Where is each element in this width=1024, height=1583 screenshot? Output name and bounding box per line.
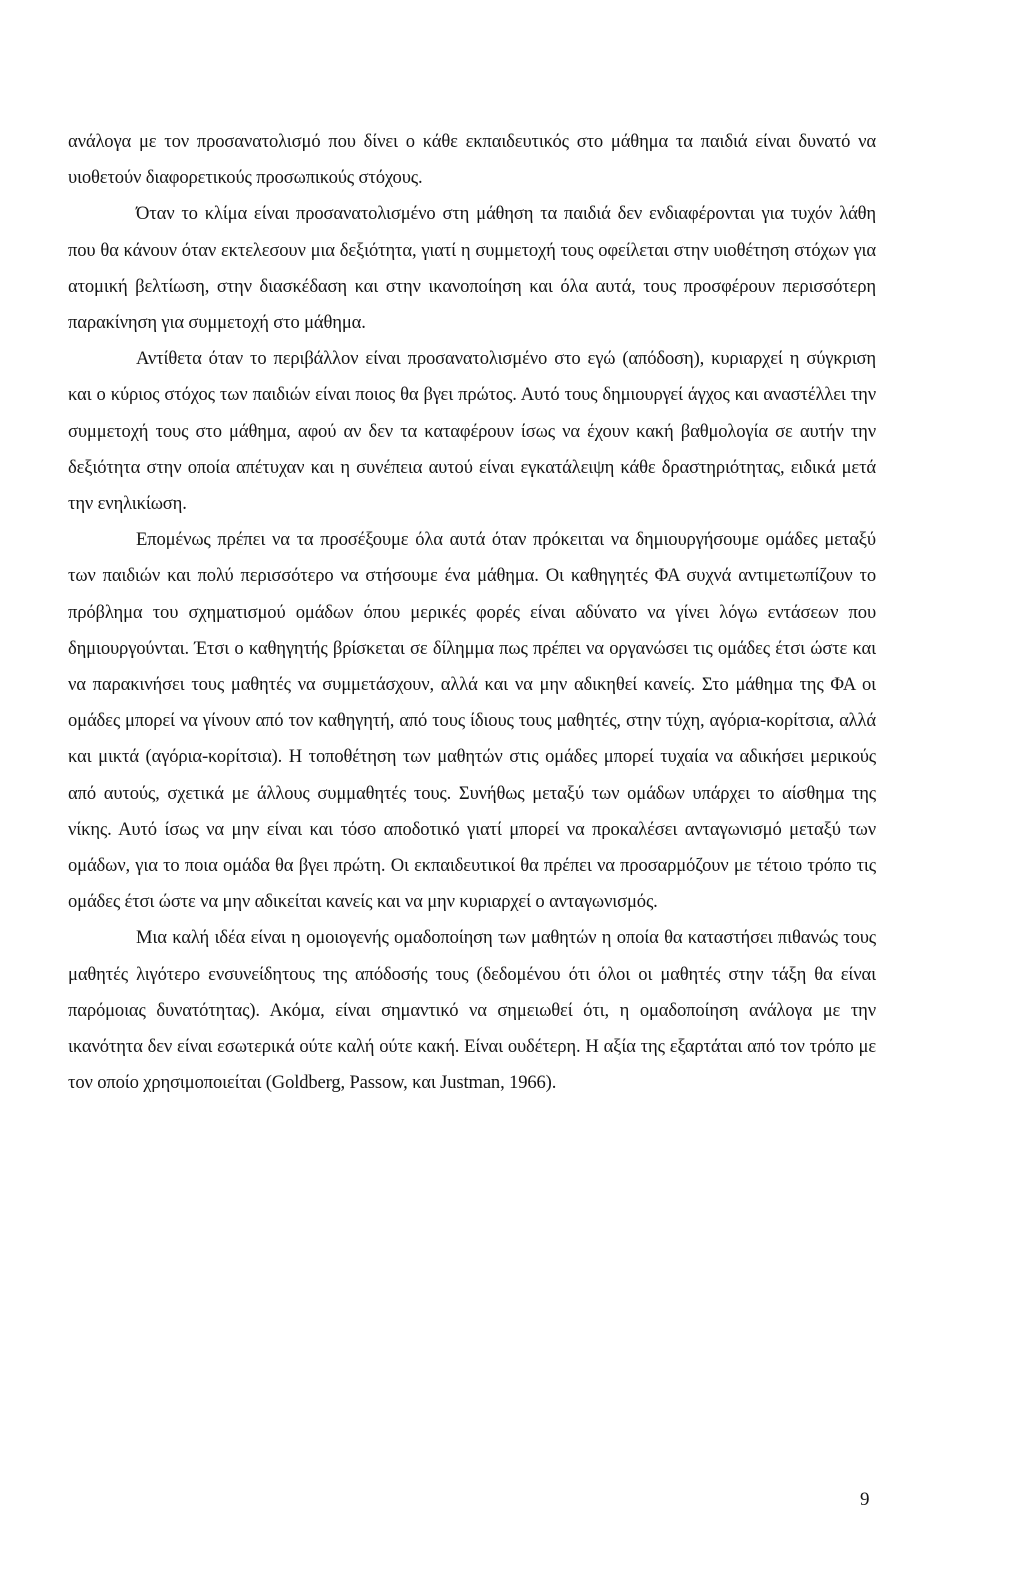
- page-body: [68, 124, 876, 1101]
- body-paragraph: Αντίθετα όταν το περιβάλλον είναι προσανατολισμένο στο εγώ (απόδοση), κυριαρχεί η σύγκριση και ο κύριος στόχος των παιδιών είναι ποιος θα βγει πρώτος. Αυτό τους δημιουργεί άγχος και αναστέλλει την συμμετοχή τους στο μάθημα, αφού αν δεν τα καταφέρουν ίσως να έχουν κακή βαθμολογία σε αυτήν την δεξιότητα στην οποία απέτυχαν και η συνέπεια αυτού είναι εγκατάλειψη κάθε δραστηριότητας, ειδικά μετά την ενηλικίωση.: [68, 348, 876, 515]
- body-paragraph: Μια καλή ιδέα είναι η ομοιογενής ομαδοποίηση των μαθητών η οποία θα καταστήσει πιθανώς τους μαθητές λιγότερο ενσυνείδητους της απόδοσής τους (δεδομένου ότι όλοι οι μαθητές στην τάξη θα είναι παρόμοιας δυνατότητας). Ακόμα, είναι σημαντικό να σημειωθεί ότι, η ομαδοποίηση ανάλογα με την ικανότητα δεν είναι εσωτερικά ούτε καλή ούτε κακή. Είναι ουδέτερη. Η αξία της εξαρτάται από τον τρόπο με τον οποίο χρησιμοποιείται (Goldberg, Passow, και Justman, 1966).: [68, 927, 876, 1094]
- page-number: 9: [860, 1489, 870, 1510]
- body-paragraph: Όταν το κλίμα είναι προσανατολισμένο στη μάθηση τα παιδιά δεν ενδιαφέρονται για τυχόν λάθη που θα κάνουν όταν εκτελεσουν μια δεξιότητα, γιατί η συμμετοχή τους οφείλεται στην υιοθέτηση στόχων για ατομική βελτίωση, στην διασκέδαση και στην ικανοποίηση και όλα αυτά, τους προσφέρουν περισσότερη παρακίνηση για συμμετοχή στο μάθημα.: [68, 203, 876, 334]
- body-paragraph: ανάλογα με τον προσανατολισμό που δίνει ο κάθε εκπαιδευτικός στο μάθημα τα παιδιά είναι δυνατό να υιοθετούν διαφορετικούς προσωπικούς στόχους.: [68, 131, 876, 189]
- body-paragraph: Επομένως πρέπει να τα προσέξουμε όλα αυτά όταν πρόκειται να δημιουργήσουμε ομάδες μεταξύ των παιδιών και πολύ περισσότερο να στήσουμε ένα μάθημα. Οι καθηγητές ΦΑ συχνά αντιμετωπίζουν το πρόβλημα του σχηματισμού ομάδων όπου μερικές φορές είναι αδύνατο να γίνει λόγω εντάσεων που δημιουργούνται. Έτσι ο καθηγητής βρίσκεται σε δίλημμα πως πρέπει να οργανώσει τις ομάδες έτσι ώστε και να παρακινήσει τους μαθητές να συμμετάσχουν, αλλά και να μην αδικηθεί κανείς. Στο μάθημα της ΦΑ οι ομάδες μπορεί να γίνουν από τον καθηγητή, από τους ίδιους τους μαθητές, στην τύχη, αγόρια-κορίτσια, αλλά και μικτά (αγόρια-κορίτσια). Η τοποθέτηση των μαθητών στις ομάδες μπορεί τυχαία να αδικήσει μερικούς από αυτούς, σχετικά με άλλους συμμαθητές τους. Συνήθως μεταξύ των ομάδων υπάρχει το αίσθημα της νίκης. Αυτό ίσως να μην είναι και τόσο αποδοτικό γιατί μπορεί να προκαλέσει ανταγωνισμό μεταξύ των ομάδων, για το ποια ομάδα θα βγει πρώτη. Οι εκπαιδευτικοί θα πρέπει να προσαρμόζουν με τέτοιο τρόπο τις ομάδες έτσι ώστε να μην αδικείται κανείς και να μην κυριαρχεί ο ανταγωνισμός.: [68, 529, 876, 913]
